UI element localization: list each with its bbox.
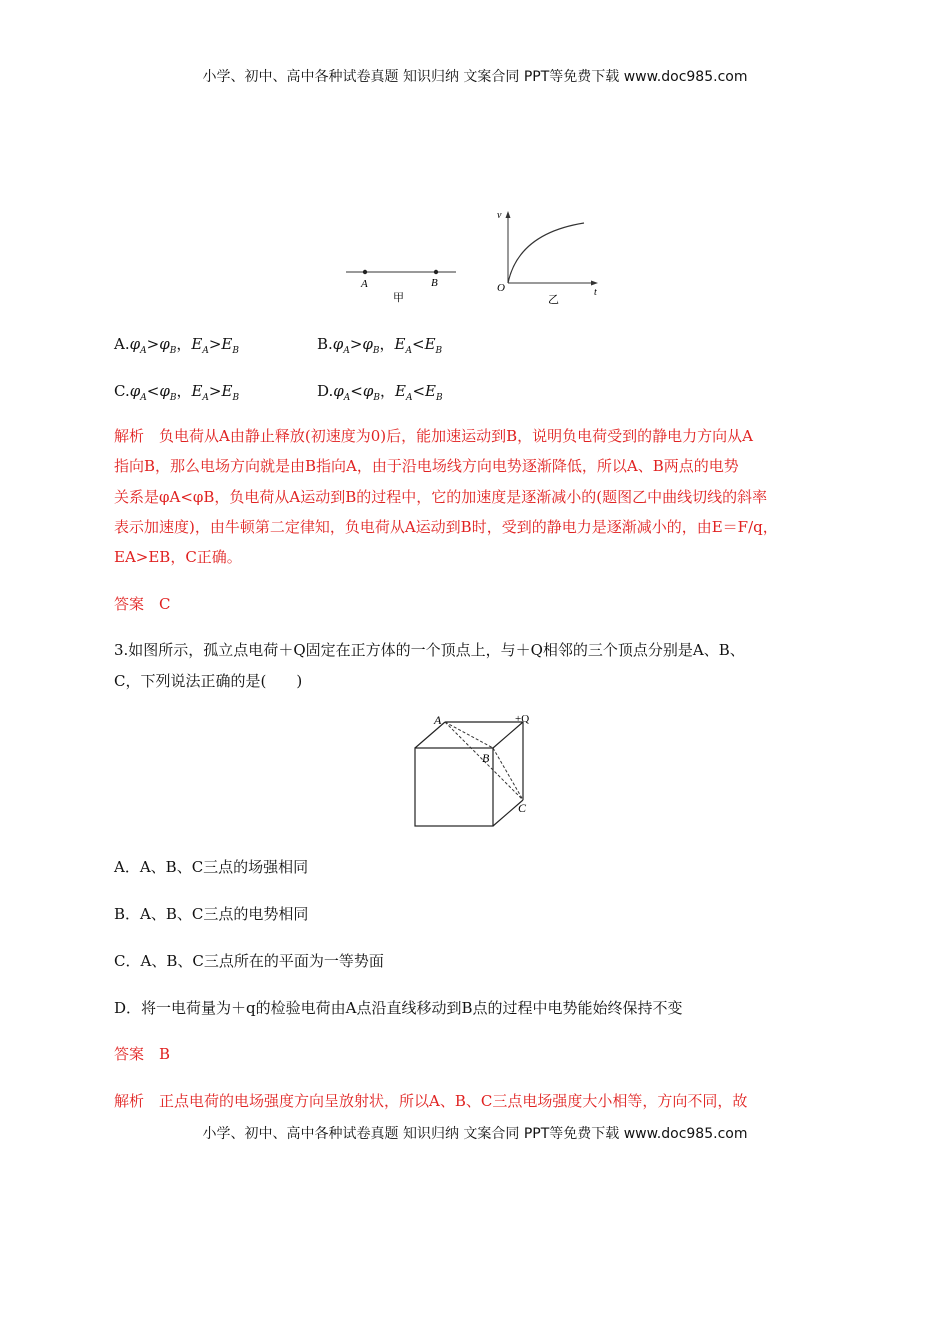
q3-option-d: D．将一电荷量为＋q的检验电荷由A点沿直线移动到B点的过程中电势能始终保持不变 xyxy=(114,999,683,1017)
label-b: B xyxy=(431,277,438,289)
cube-label-a: A xyxy=(434,713,442,727)
figure-jia xyxy=(346,270,456,304)
figure-jia-yi xyxy=(340,205,610,310)
caption-yi: 乙 xyxy=(548,294,559,306)
q3-answer-value: B xyxy=(159,1045,171,1063)
q2-answer xyxy=(114,593,171,614)
origin-label: O xyxy=(497,282,505,294)
q2-analysis-line4: 表示加速度)，由牛顿第二定律知，负电荷从A运动到B时，受到的静电力是逐渐减小的，由E＝F/q， xyxy=(114,518,778,536)
point-b xyxy=(434,270,438,274)
q2-option-b: $B.\varphi_A>\varphi_B$，$E_A<E_B$ xyxy=(317,335,443,356)
q2-option-c: $C.\varphi_A<\varphi_B$，$E_A>E_B$ xyxy=(114,382,240,403)
q2-option-a: $A.\varphi_A>\varphi_B$，$E_A>E_B$ xyxy=(114,335,239,356)
axis-t-label: t xyxy=(594,287,597,298)
q3-option-b: B．A、B、C三点的电势相同 xyxy=(114,905,309,923)
q3-answer xyxy=(114,1043,170,1064)
q3-answer-label: 答案 xyxy=(114,1045,145,1063)
q2-analysis-line2: 指向B，那么电场方向就是由B指向A，由于沿电场线方向电势逐渐降低，所以A、B两点的电势 xyxy=(114,457,739,475)
q2-answer-label: 答案 xyxy=(114,595,145,613)
point-a xyxy=(363,270,367,274)
q2-analysis-line3: 关系是φA<φB，负电荷从A运动到B的过程中，它的加速度是逐渐减小的(题图乙中曲线切线的斜率 xyxy=(114,488,768,506)
caption-jia: 甲 xyxy=(393,292,404,304)
q3-stem-line1: 3.如图所示，孤立点电荷＋Q固定在正方体的一个顶点上，与＋Q相邻的三个顶点分别是A、B、 xyxy=(114,641,745,659)
figure-yi xyxy=(497,210,598,306)
q2-answer-value: C xyxy=(159,595,171,613)
q3-analysis-line1: 解析 正点电荷的电场强度方向呈放射状，所以A、B、C三点电场强度大小相等，方向不同，故 xyxy=(114,1092,748,1110)
cube-label-q: +Q xyxy=(515,713,530,725)
q3-stem-line2: C，下列说法正确的是( ) xyxy=(114,672,303,690)
cube-label-b: B xyxy=(482,751,490,765)
label-a: A xyxy=(361,278,368,290)
q2-analysis-line1: 解析 负电荷从A由静止释放(初速度为0)后，能加速运动到B，说明负电荷受到的静电力方向从A xyxy=(114,427,753,445)
axis-v-label: v xyxy=(497,210,502,221)
v-t-curve xyxy=(508,223,584,283)
cube-label-c: C xyxy=(518,801,527,815)
q3-option-a: A．A、B、C三点的场强相同 xyxy=(114,858,309,876)
figure-cube xyxy=(405,710,555,832)
q3-option-c: C．A、B、C三点所在的平面为一等势面 xyxy=(114,952,384,970)
q2-option-d: $D.\varphi_A<\varphi_B$，$E_A<E_B$ xyxy=(317,382,443,403)
page-header: 小学、初中、高中各种试卷真题 知识归纳 文案合同 PPT等免费下载 www.doc985.com xyxy=(202,69,748,85)
page-footer: 小学、初中、高中各种试卷真题 知识归纳 文案合同 PPT等免费下载 www.doc985.com xyxy=(202,1126,748,1142)
q2-analysis-line5: EA>EB，C正确。 xyxy=(114,548,242,566)
